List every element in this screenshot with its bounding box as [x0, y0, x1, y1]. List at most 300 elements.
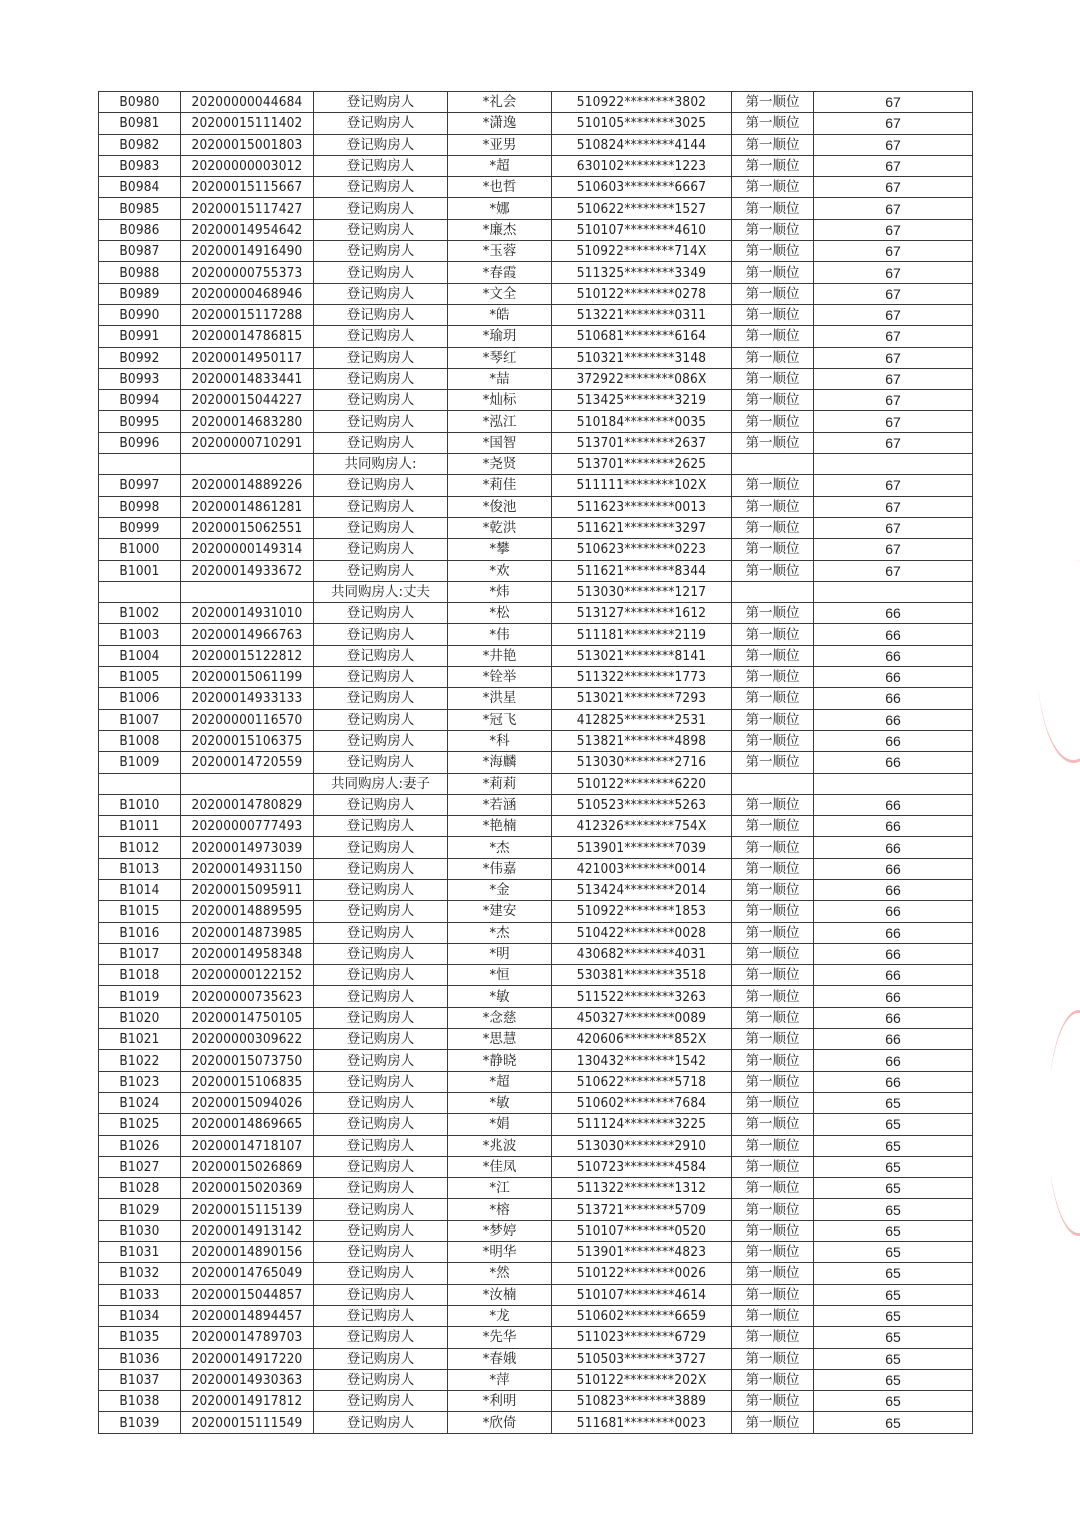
role-cell: 登记购房人 — [314, 390, 448, 411]
table-row — [99, 283, 973, 304]
priority-cell: 第一顺位 — [732, 624, 814, 645]
lottery-number-cell: B1010 — [99, 794, 181, 815]
priority-cell: 第一顺位 — [732, 283, 814, 304]
role-cell: 登记购房人 — [314, 943, 448, 964]
priority-cell: 第一顺位 — [732, 1391, 814, 1412]
role-cell: 登记购房人 — [314, 1305, 448, 1326]
registration-number-cell: 20200015026869 — [181, 1156, 314, 1177]
registration-number-cell: 20200015111402 — [181, 113, 314, 134]
id-card-cell: 510122********0278 — [552, 283, 732, 304]
role-cell: 登记购房人 — [314, 1242, 448, 1263]
name-cell: *灿标 — [448, 390, 552, 411]
lottery-number-cell: B1012 — [99, 837, 181, 858]
lottery-number-cell: B0998 — [99, 496, 181, 517]
name-cell: *攀 — [448, 539, 552, 560]
lottery-number-cell: B1007 — [99, 709, 181, 730]
id-card-cell: 630102********1223 — [552, 155, 732, 176]
table-row — [99, 1348, 973, 1369]
registration-number-cell: 20200015115139 — [181, 1199, 314, 1220]
id-card-cell: 510623********0223 — [552, 539, 732, 560]
lottery-number-cell — [99, 773, 181, 794]
role-cell: 登记购房人 — [314, 667, 448, 688]
score-cell: 67 — [814, 368, 973, 389]
registration-number-cell: 20200014869665 — [181, 1114, 314, 1135]
id-card-cell: 510105********3025 — [552, 113, 732, 134]
score-cell: 66 — [814, 624, 973, 645]
score-cell: 67 — [814, 113, 973, 134]
role-cell: 登记购房人 — [314, 1369, 448, 1390]
name-cell: *汝楠 — [448, 1284, 552, 1305]
name-cell: *喆 — [448, 368, 552, 389]
registration-number-cell: 20200014780829 — [181, 794, 314, 815]
table-row — [99, 262, 973, 283]
role-cell: 登记购房人 — [314, 879, 448, 900]
score-cell: 66 — [814, 1071, 973, 1092]
name-cell: *亚男 — [448, 134, 552, 155]
registration-number-cell: 20200014894457 — [181, 1305, 314, 1326]
id-card-cell: 513021********7293 — [552, 688, 732, 709]
role-cell: 登记购房人 — [314, 113, 448, 134]
score-cell: 66 — [814, 965, 973, 986]
lottery-number-cell: B1032 — [99, 1263, 181, 1284]
registration-number-cell: 20200015122812 — [181, 645, 314, 666]
name-cell: *萍 — [448, 1369, 552, 1390]
lottery-number-cell: B1019 — [99, 986, 181, 1007]
id-card-cell: 510107********4614 — [552, 1284, 732, 1305]
priority-cell: 第一顺位 — [732, 326, 814, 347]
registration-number-cell: 20200015117288 — [181, 304, 314, 325]
id-card-cell: 513030********2716 — [552, 752, 732, 773]
role-cell: 登记购房人 — [314, 794, 448, 815]
score-cell: 66 — [814, 667, 973, 688]
priority-cell: 第一顺位 — [732, 1114, 814, 1135]
registration-number-cell: 20200014861281 — [181, 496, 314, 517]
registration-number-cell: 20200014913142 — [181, 1220, 314, 1241]
table-row — [99, 943, 973, 964]
lottery-number-cell: B1004 — [99, 645, 181, 666]
id-card-cell: 513030********1217 — [552, 581, 732, 602]
name-cell: *炜 — [448, 581, 552, 602]
name-cell: *金 — [448, 879, 552, 900]
lottery-number-cell: B1014 — [99, 879, 181, 900]
table-row — [99, 1114, 973, 1135]
role-cell: 登记购房人 — [314, 1156, 448, 1177]
id-card-cell: 510603********6667 — [552, 177, 732, 198]
id-card-cell: 510723********4584 — [552, 1156, 732, 1177]
id-card-cell: 510184********0035 — [552, 411, 732, 432]
role-cell: 登记购房人 — [314, 262, 448, 283]
role-cell: 登记购房人 — [314, 92, 448, 113]
registration-number-cell: 20200014683280 — [181, 411, 314, 432]
table-row — [99, 219, 973, 240]
score-cell: 65 — [814, 1242, 973, 1263]
score-cell: 66 — [814, 858, 973, 879]
priority-cell: 第一顺位 — [732, 347, 814, 368]
score-cell: 65 — [814, 1156, 973, 1177]
id-card-cell: 513901********4823 — [552, 1242, 732, 1263]
priority-cell: 第一顺位 — [732, 304, 814, 325]
score-cell: 65 — [814, 1348, 973, 1369]
table-row — [99, 879, 973, 900]
name-cell: *莉莉 — [448, 773, 552, 794]
lottery-number-cell: B0996 — [99, 432, 181, 453]
role-cell: 登记购房人 — [314, 1092, 448, 1113]
score-cell: 67 — [814, 475, 973, 496]
registration-number-cell: 20200000003012 — [181, 155, 314, 176]
table-row — [99, 645, 973, 666]
role-cell: 登记购房人 — [314, 347, 448, 368]
table-row — [99, 304, 973, 325]
lottery-number-cell: B1024 — [99, 1092, 181, 1113]
priority-cell: 第一顺位 — [732, 177, 814, 198]
priority-cell: 第一顺位 — [732, 816, 814, 837]
name-cell: *静晓 — [448, 1050, 552, 1071]
name-cell: *龙 — [448, 1305, 552, 1326]
priority-cell: 第一顺位 — [732, 411, 814, 432]
lottery-number-cell: B1001 — [99, 560, 181, 581]
role-cell: 登记购房人 — [314, 1178, 448, 1199]
table-row — [99, 603, 973, 624]
priority-cell: 第一顺位 — [732, 1305, 814, 1326]
table-row — [99, 1029, 973, 1050]
score-cell: 66 — [814, 645, 973, 666]
priority-cell: 第一顺位 — [732, 794, 814, 815]
registration-number-cell — [181, 773, 314, 794]
role-cell: 登记购房人 — [314, 326, 448, 347]
role-cell: 共同购房人:妻子 — [314, 773, 448, 794]
lottery-number-cell: B1028 — [99, 1178, 181, 1199]
priority-cell: 第一顺位 — [732, 1029, 814, 1050]
lottery-number-cell: B0994 — [99, 390, 181, 411]
lottery-number-cell: B0993 — [99, 368, 181, 389]
role-cell: 登记购房人 — [314, 1327, 448, 1348]
lottery-number-cell: B0992 — [99, 347, 181, 368]
role-cell: 登记购房人 — [314, 986, 448, 1007]
name-cell: *也哲 — [448, 177, 552, 198]
id-card-cell: 513221********0311 — [552, 304, 732, 325]
role-cell: 登记购房人 — [314, 1135, 448, 1156]
name-cell: *瑜玥 — [448, 326, 552, 347]
lottery-number-cell: B1023 — [99, 1071, 181, 1092]
lottery-number-cell: B0980 — [99, 92, 181, 113]
id-card-cell: 510422********0028 — [552, 922, 732, 943]
priority-cell: 第一顺位 — [732, 1071, 814, 1092]
score-cell: 65 — [814, 1412, 973, 1433]
registration-number-cell: 20200014833441 — [181, 368, 314, 389]
priority-cell: 第一顺位 — [732, 879, 814, 900]
priority-cell: 第一顺位 — [732, 113, 814, 134]
registration-number-cell: 20200015001803 — [181, 134, 314, 155]
name-cell: *洪星 — [448, 688, 552, 709]
id-card-cell: 513127********1612 — [552, 603, 732, 624]
lottery-number-cell: B0981 — [99, 113, 181, 134]
id-card-cell: 513821********4898 — [552, 730, 732, 751]
score-cell: 67 — [814, 241, 973, 262]
priority-cell: 第一顺位 — [732, 134, 814, 155]
registration-number-cell: 20200014889595 — [181, 901, 314, 922]
score-cell: 67 — [814, 198, 973, 219]
registration-number-cell: 20200014933133 — [181, 688, 314, 709]
table-row — [99, 1135, 973, 1156]
role-cell: 登记购房人 — [314, 688, 448, 709]
registration-number-cell: 20200014890156 — [181, 1242, 314, 1263]
score-cell: 67 — [814, 304, 973, 325]
name-cell: *潇逸 — [448, 113, 552, 134]
name-cell: *乾洪 — [448, 517, 552, 538]
priority-cell: 第一顺位 — [732, 858, 814, 879]
table-row — [99, 901, 973, 922]
id-card-cell: 450327********0089 — [552, 1007, 732, 1028]
role-cell: 登记购房人 — [314, 709, 448, 730]
name-cell: *若涵 — [448, 794, 552, 815]
name-cell: *梦婷 — [448, 1220, 552, 1241]
name-cell: *利明 — [448, 1391, 552, 1412]
table-row — [99, 773, 973, 794]
priority-cell: 第一顺位 — [732, 1412, 814, 1433]
registration-number-cell: 20200015117427 — [181, 198, 314, 219]
id-card-cell: 510602********6659 — [552, 1305, 732, 1326]
registration-number-cell: 20200015115667 — [181, 177, 314, 198]
table-row — [99, 837, 973, 858]
name-cell: *艳楠 — [448, 816, 552, 837]
id-card-cell: 430682********4031 — [552, 943, 732, 964]
score-cell: 67 — [814, 411, 973, 432]
lottery-number-cell: B0988 — [99, 262, 181, 283]
registration-number-cell: 20200015061199 — [181, 667, 314, 688]
table-row — [99, 1007, 973, 1028]
id-card-cell: 510922********714X — [552, 241, 732, 262]
name-cell: *敏 — [448, 1092, 552, 1113]
role-cell: 登记购房人 — [314, 411, 448, 432]
priority-cell: 第一顺位 — [732, 368, 814, 389]
id-card-cell: 511111********102X — [552, 475, 732, 496]
priority-cell: 第一顺位 — [732, 262, 814, 283]
lottery-number-cell: B0995 — [99, 411, 181, 432]
priority-cell: 第一顺位 — [732, 432, 814, 453]
priority-cell: 第一顺位 — [732, 645, 814, 666]
name-cell: *欣倚 — [448, 1412, 552, 1433]
registration-number-cell: 20200014720559 — [181, 752, 314, 773]
lottery-number-cell: B1005 — [99, 667, 181, 688]
lottery-number-cell: B1031 — [99, 1242, 181, 1263]
table-row — [99, 368, 973, 389]
id-card-cell: 510622********1527 — [552, 198, 732, 219]
name-cell: *先华 — [448, 1327, 552, 1348]
registration-number-cell: 20200014889226 — [181, 475, 314, 496]
table-row — [99, 539, 973, 560]
id-card-cell: 511522********3263 — [552, 986, 732, 1007]
table-row — [99, 667, 973, 688]
id-card-cell: 513425********3219 — [552, 390, 732, 411]
name-cell: *文全 — [448, 283, 552, 304]
role-cell: 登记购房人 — [314, 1007, 448, 1028]
name-cell: *念慈 — [448, 1007, 552, 1028]
registration-number-cell: 20200014765049 — [181, 1263, 314, 1284]
id-card-cell: 510823********3889 — [552, 1391, 732, 1412]
registration-number-cell: 20200014873985 — [181, 922, 314, 943]
score-cell: 66 — [814, 794, 973, 815]
role-cell: 登记购房人 — [314, 1199, 448, 1220]
table-row — [99, 347, 973, 368]
score-cell: 65 — [814, 1092, 973, 1113]
score-cell: 65 — [814, 1220, 973, 1241]
lottery-number-cell: B1020 — [99, 1007, 181, 1028]
priority-cell: 第一顺位 — [732, 667, 814, 688]
lottery-number-cell: B1013 — [99, 858, 181, 879]
table-row — [99, 1199, 973, 1220]
table-row — [99, 560, 973, 581]
id-card-cell: 510622********5718 — [552, 1071, 732, 1092]
table-row — [99, 1050, 973, 1071]
role-cell: 登记购房人 — [314, 645, 448, 666]
id-card-cell: 421003********0014 — [552, 858, 732, 879]
name-cell: *娜 — [448, 198, 552, 219]
role-cell: 登记购房人 — [314, 560, 448, 581]
score-cell — [814, 454, 973, 475]
name-cell: *佳凤 — [448, 1156, 552, 1177]
id-card-cell: 511181********2119 — [552, 624, 732, 645]
id-card-cell: 510122********6220 — [552, 773, 732, 794]
score-cell: 66 — [814, 752, 973, 773]
id-card-cell: 511621********8344 — [552, 560, 732, 581]
score-cell: 65 — [814, 1305, 973, 1326]
priority-cell: 第一顺位 — [732, 475, 814, 496]
id-card-cell: 510681********6164 — [552, 326, 732, 347]
score-cell: 66 — [814, 603, 973, 624]
id-card-cell: 511325********3349 — [552, 262, 732, 283]
score-cell: 66 — [814, 837, 973, 858]
table-row — [99, 411, 973, 432]
score-cell: 67 — [814, 92, 973, 113]
score-cell: 65 — [814, 1369, 973, 1390]
score-cell: 67 — [814, 219, 973, 240]
score-cell: 65 — [814, 1114, 973, 1135]
name-cell: *敏 — [448, 986, 552, 1007]
priority-cell: 第一顺位 — [732, 517, 814, 538]
score-cell: 65 — [814, 1284, 973, 1305]
priority-cell: 第一顺位 — [732, 390, 814, 411]
registration-number-cell: 20200014931010 — [181, 603, 314, 624]
lottery-number-cell: B1027 — [99, 1156, 181, 1177]
role-cell: 登记购房人 — [314, 1114, 448, 1135]
table-row — [99, 113, 973, 134]
id-card-cell: 511621********3297 — [552, 517, 732, 538]
table-row — [99, 709, 973, 730]
role-cell: 登记购房人 — [314, 134, 448, 155]
name-cell: *江 — [448, 1178, 552, 1199]
priority-cell: 第一顺位 — [732, 1199, 814, 1220]
registration-number-cell: 20200015044227 — [181, 390, 314, 411]
id-card-cell: 510321********3148 — [552, 347, 732, 368]
name-cell: *海麟 — [448, 752, 552, 773]
priority-cell: 第一顺位 — [732, 1156, 814, 1177]
name-cell: *春娥 — [448, 1348, 552, 1369]
role-cell: 登记购房人 — [314, 901, 448, 922]
priority-cell: 第一顺位 — [732, 1284, 814, 1305]
registration-number-cell: 20200000116570 — [181, 709, 314, 730]
lottery-number-cell: B1021 — [99, 1029, 181, 1050]
lottery-number-cell: B0997 — [99, 475, 181, 496]
priority-cell: 第一顺位 — [732, 1050, 814, 1071]
table-row — [99, 1391, 973, 1412]
lottery-number-cell: B0984 — [99, 177, 181, 198]
name-cell: *欢 — [448, 560, 552, 581]
name-cell: *泓江 — [448, 411, 552, 432]
name-cell: *春霞 — [448, 262, 552, 283]
table-row — [99, 730, 973, 751]
name-cell: *皓 — [448, 304, 552, 325]
table-row — [99, 858, 973, 879]
id-card-cell: 513901********7039 — [552, 837, 732, 858]
priority-cell — [732, 454, 814, 475]
lottery-number-cell: B1017 — [99, 943, 181, 964]
registration-number-cell: 20200014933672 — [181, 560, 314, 581]
name-cell: *恒 — [448, 965, 552, 986]
score-cell: 65 — [814, 1327, 973, 1348]
lottery-number-cell: B0986 — [99, 219, 181, 240]
lottery-number-cell: B1033 — [99, 1284, 181, 1305]
role-cell: 登记购房人 — [314, 517, 448, 538]
role-cell: 登记购房人 — [314, 1348, 448, 1369]
lottery-number-cell: B1026 — [99, 1135, 181, 1156]
table-row — [99, 241, 973, 262]
table-row — [99, 198, 973, 219]
lottery-number-cell: B1018 — [99, 965, 181, 986]
lottery-number-cell: B0999 — [99, 517, 181, 538]
registration-number-cell: 20200015111549 — [181, 1412, 314, 1433]
score-cell: 66 — [814, 730, 973, 751]
lottery-number-cell: B1011 — [99, 816, 181, 837]
score-cell: 66 — [814, 688, 973, 709]
name-cell: *兆波 — [448, 1135, 552, 1156]
priority-cell: 第一顺位 — [732, 1220, 814, 1241]
registration-number-cell: 20200015020369 — [181, 1178, 314, 1199]
id-card-cell: 511623********0013 — [552, 496, 732, 517]
table-row — [99, 794, 973, 815]
registration-number-cell: 20200000149314 — [181, 539, 314, 560]
id-card-cell: 511023********6729 — [552, 1327, 732, 1348]
score-cell: 65 — [814, 1199, 973, 1220]
score-cell: 67 — [814, 262, 973, 283]
lottery-number-cell: B1006 — [99, 688, 181, 709]
lottery-number-cell: B0991 — [99, 326, 181, 347]
registration-number-cell: 20200000044684 — [181, 92, 314, 113]
priority-cell: 第一顺位 — [732, 965, 814, 986]
table-row — [99, 965, 973, 986]
name-cell: *礼会 — [448, 92, 552, 113]
table-row — [99, 92, 973, 113]
name-cell: *琴红 — [448, 347, 552, 368]
lottery-number-cell: B1039 — [99, 1412, 181, 1433]
id-card-cell: 510503********3727 — [552, 1348, 732, 1369]
registration-number-cell: 20200000309622 — [181, 1029, 314, 1050]
table-row — [99, 1284, 973, 1305]
table-row — [99, 155, 973, 176]
id-card-cell: 513021********8141 — [552, 645, 732, 666]
lottery-number-cell: B1022 — [99, 1050, 181, 1071]
priority-cell: 第一顺位 — [732, 1135, 814, 1156]
table-row — [99, 752, 973, 773]
registration-number-cell: 20200015073750 — [181, 1050, 314, 1071]
name-cell: *超 — [448, 1071, 552, 1092]
priority-cell: 第一顺位 — [732, 539, 814, 560]
name-cell: *娟 — [448, 1114, 552, 1135]
priority-cell: 第一顺位 — [732, 1092, 814, 1113]
role-cell: 共同购房人:丈夫 — [314, 581, 448, 602]
score-cell — [814, 773, 973, 794]
id-card-cell: 513424********2014 — [552, 879, 732, 900]
priority-cell: 第一顺位 — [732, 986, 814, 1007]
